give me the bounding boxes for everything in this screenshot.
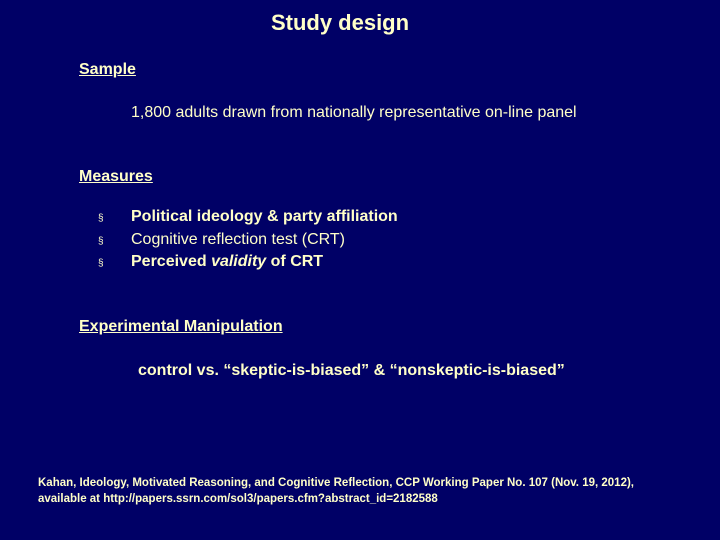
- slide-title-text: Study design: [270, 10, 410, 35]
- citation: [38, 475, 678, 507]
- citation-url: available at http://papers.ssrn.com/sol3/papers.cfm?abstract_id=2182588: [38, 493, 438, 505]
- measure-item-text: Cognitive reflection test (CRT): [131, 230, 345, 248]
- bullet-icon: §: [98, 235, 104, 247]
- list-item: [98, 231, 398, 254]
- bullet-icon: §: [98, 258, 104, 269]
- manipulation-heading: Experimental Manipulation: [79, 318, 283, 335]
- sample-heading: Sample: [79, 61, 136, 78]
- measures-list: [98, 208, 398, 276]
- measure-item-text: Political ideology & party affiliation: [131, 208, 398, 225]
- measure-item-emphasis: validity: [211, 253, 267, 270]
- slide-title: [0, 10, 680, 36]
- bullet-icon: §: [98, 213, 104, 224]
- measure-item-suffix: of CRT: [266, 253, 324, 270]
- measure-item-text: [131, 253, 323, 271]
- measures-heading: Measures: [79, 168, 153, 185]
- sample-description: 1,800 adults drawn from nationally representative on-line panel: [131, 104, 577, 121]
- measure-item-prefix: Perceived: [131, 253, 212, 270]
- citation-line: Kahan, Ideology, Motivated Reasoning, and Cognitive Reflection, CCP Working Paper No. 107 (Nov. 19, 2012),: [38, 477, 634, 489]
- list-item: [98, 208, 398, 231]
- list-item: [98, 253, 398, 276]
- manipulation-description: control vs. “skeptic-is-biased” & “nonskeptic-is-biased”: [138, 362, 565, 379]
